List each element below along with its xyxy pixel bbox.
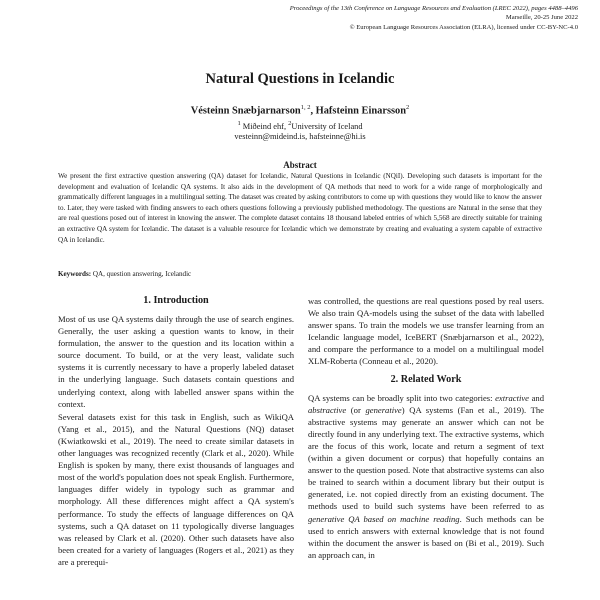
affil-org-2: University of Iceland	[291, 121, 363, 131]
proceedings-header	[138, 4, 578, 32]
keywords-label: Keywords:	[58, 270, 92, 278]
related-em-extractive: extractive	[495, 392, 529, 403]
related-text-e: . Such methods can be used to enrich answers with external knowledge that is not found within the document the answer is based on (Bi et al., 2019). Such an approach can, in	[308, 513, 544, 560]
affil-sup-2: 2	[288, 120, 292, 127]
keywords-text: QA, question answering, Icelandic	[92, 270, 192, 278]
affiliations	[0, 119, 600, 142]
author-2: Hafsteinn Einarsson	[315, 105, 407, 117]
intro-heading: 1. Introduction	[143, 295, 209, 306]
header-line-1: Proceedings of the 13th Conference on Language Resources and Evaluation (LREC 2022), pages 4488–4496	[289, 5, 578, 12]
related-text-a: QA systems can be broadly split into two categories:	[308, 392, 496, 403]
intro-paragraph-2: Several datasets exist for this task in English, such as WikiQA (Yang et al., 2015), and the Natural Questions (NQ) dataset (Kwiatkowski et al., 2019). The need to create similar datasets in other languages was recognized recently (Clark et al., 2020). While English is spoken by many, there exist thousands of languages and most of the world's population does not speak English. Furthermore, languages differ widely in typology such as grammar and morphology. All these differences might affect a QA system's performance. To study the effects of language differences on QA systems, such a QA dataset on 11 typologically diverse languages was released by Clark et al. (2020). Other such datasets have also been created for a variety of languages (Rogers et al., 2021) as they are a prerequi-	[58, 411, 294, 567]
author-2-affil: 2	[406, 104, 410, 111]
related-em-generative: generative	[365, 404, 402, 415]
keywords	[58, 269, 542, 279]
affiliation-orgs	[0, 119, 600, 132]
intro-paragraph-3: was controlled, the questions are real questions posed by real users. We also train QA-models using the subset of the data with labelled answer spans. To train the models we use transfer learning from an Icelandic language model, IceBERT (Snæbjarnarson et al., 2022), and compare the performance to a model on a multilingual model XLM-Roberta (Conneau et al., 2020).	[308, 296, 544, 367]
left-column	[58, 295, 294, 568]
affil-sup-1: 1	[237, 120, 241, 127]
abstract-heading: Abstract	[283, 160, 317, 170]
author-emails: vesteinn@mideind.is, hafsteinne@hi.is	[234, 131, 366, 141]
abstract-text: We present the first extractive question answering (QA) dataset for Icelandic, Natural Questions in Icelandic (NQiI). Developing such datasets is important for the development and evaluation of Icelandic QA systems. It also aids in the development of QA methods that need to work for a wide range of morphologically and grammatically different languages in a multilingual setting. The dataset was created by asking contributors to come up with questions they would like to know the answer to. Later, they were tasked with finding answers to each others questions following a previously published methodology. The questions are Natural in the sense that they are real questions posed out of interest in knowing the answer. The complete dataset contains 18 thousand labeled entries of which 5,568 are directly suitable for training an extractive QA system for Icelandic. The dataset is a valuable resource for Icelandic which we demonstrate by creating and evaluating a system capable of extractive QA in Icelandic.	[58, 172, 542, 244]
related-text-b: and	[529, 392, 545, 403]
related-text-c: (or	[346, 404, 366, 415]
intro-paragraph-1: Most of us use QA systems daily through the use of search engines. Generally, the user asking a question wants to know, in their formulation, the answer to the question and its location within a source document. To build, or at the very least, validate such systems it is currently necessary to have a properly labeled dataset in the underlying language. Such datasets contain questions and underlying context, along with labelled answer spans within the context.	[58, 314, 294, 409]
header-line-2: Marseille, 20-25 June 2022	[505, 14, 578, 22]
header-line-3: © European Language Resources Association (ELRA), licensed under CC-BY-NC-4.0	[349, 23, 578, 31]
related-em-generative-qa: generative QA based on machine reading	[308, 513, 460, 524]
related-em-abstractive: abstractive	[308, 404, 347, 415]
affil-org-1: Miðeind ehf,	[240, 121, 289, 131]
author-separator: ,	[310, 105, 316, 117]
author-1-affil: 1, 2	[300, 104, 311, 111]
paper-title: Natural Questions in Icelandic	[205, 71, 395, 87]
author-list	[0, 104, 600, 116]
author-1: Vésteinn Snæbjarnarson	[190, 105, 301, 117]
related-work-heading: 2. Related Work	[390, 373, 462, 385]
right-column	[308, 295, 544, 561]
related-text-d: ) QA systems (Fan et al., 2019). The abstractive systems may generate an answer which can not be directly found in any underlying text. The extractive systems, which are the focus of this work, locate and return a segment of text (within a given document or corpus) that hopefully contains an answer to the question posed. Note that abstractive systems can also be trained to search within a document library but their output is generated, i.e. not copied directly from an existing document. The methods used to build such systems have been referred to as	[308, 404, 544, 512]
related-work-paragraph-1	[308, 392, 544, 561]
